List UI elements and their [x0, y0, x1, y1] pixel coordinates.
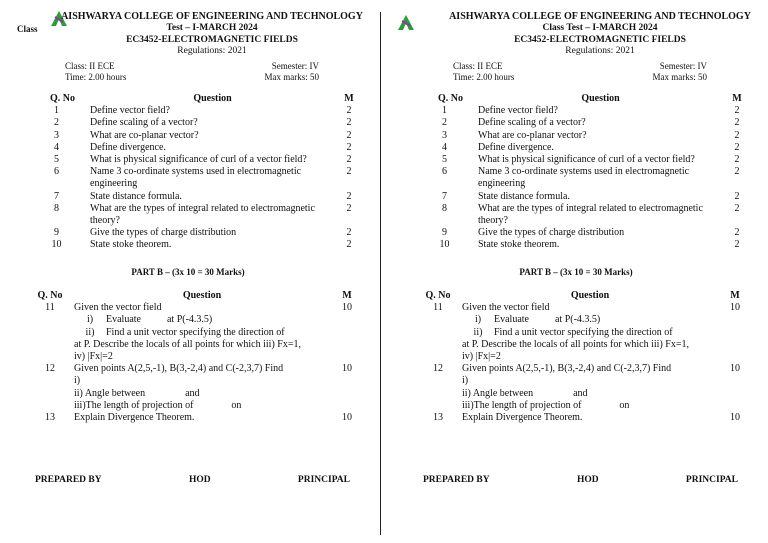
- table-row: 2 Define scaling of a vector? 2: [54, 117, 352, 129]
- col-question: Question: [581, 93, 620, 104]
- col-marks: M: [344, 93, 354, 104]
- test-title: Test – I-MARCH 2024: [166, 23, 258, 34]
- regulations: Regulations: 2021: [565, 46, 635, 57]
- part-a-table: [428, 93, 746, 251]
- hod: HOD: [188, 475, 211, 485]
- part-b-title: PART B – (3x 10 = 30 Marks): [519, 267, 633, 277]
- class-info: Class: II ECE: [453, 61, 503, 71]
- paper-heading: [444, 11, 756, 58]
- table-row: 5 What is physical significance of curl of a vector field? 2: [442, 153, 740, 165]
- table-row: 12 Given points A(2,5,-1), B(3,-2,4) and C(-2,3,7) Find i) ii) Angle between and iii)The length of projection of on 10: [45, 363, 352, 411]
- table-row: 3 What are co-planar vector? 2: [54, 129, 352, 141]
- prepared-by: PREPARED BY: [423, 475, 490, 485]
- college-logo-icon: [395, 13, 417, 33]
- table-row: 8 What are the types of integral related to electromagnetic theory? 2: [54, 202, 352, 226]
- table-row: 4 Define divergence. 2: [442, 141, 740, 153]
- table-row: 3 What are co-planar vector? 2: [442, 129, 740, 141]
- col-qno: Q. No: [438, 93, 463, 104]
- table-row: 12 Given points A(2,5,-1), B(3,-2,4) and C(-2,3,7) Find i) ii) Angle between and iii)The length of projection of on 10: [433, 363, 740, 411]
- table-row: 11 Given the vector field i) Evaluate at P(-4.3.5) ii) Find a unit vector specifying the direction of at P. Describe the locals of all points for which iii) Fx=1, iv) |Fx|=2 10: [433, 302, 740, 362]
- table-row: 11 Given the vector field i) Evaluate at P(-4.3.5) ii) Find a unit vector specifying the direction of at P. Describe the locals of all points for which iii) Fx=1, iv) |Fx|=2 10: [45, 302, 352, 362]
- part-b-table: [30, 290, 360, 424]
- table-row: 8 What are the types of integral related to electromagnetic theory? 2: [442, 202, 740, 226]
- semester: Semester: IV: [271, 61, 319, 71]
- col-qno: Q. No: [50, 93, 75, 104]
- prepared-by: PREPARED BY: [35, 475, 102, 485]
- college-name: AISHWARYA COLLEGE OF ENGINEERING AND TECHNOLOGY: [449, 11, 751, 22]
- exam-meta: [65, 61, 319, 83]
- part-b-table: [418, 290, 748, 424]
- table-row: 7 State distance formula. 2: [54, 190, 352, 202]
- col-question: Question: [182, 290, 222, 301]
- table-row: 5 What is physical significance of curl of a vector field? 2: [54, 153, 352, 165]
- col-question: Question: [193, 93, 232, 104]
- table-row: 10 State stoke theorem. 2: [439, 239, 740, 251]
- signature-row: [35, 475, 350, 487]
- col-marks: M: [732, 93, 742, 104]
- class-label: Class: [17, 24, 38, 34]
- table-row: 13 Explain Divergence Theorem. 10: [45, 411, 352, 423]
- table-row: 10 State stoke theorem. 2: [51, 239, 352, 251]
- max-marks: Max marks: 50: [652, 71, 707, 82]
- semester: Semester: IV: [659, 61, 707, 71]
- col-qno: Q. No: [425, 290, 451, 301]
- class-info: Class: II ECE: [65, 61, 115, 71]
- left-question-paper: [0, 0, 376, 543]
- time: Time: 2.00 hours: [453, 71, 515, 82]
- max-marks: Max marks: 50: [264, 71, 319, 82]
- col-qno: Q. No: [37, 290, 63, 301]
- table-row: 4 Define divergence. 2: [54, 141, 352, 153]
- table-row: 9 Give the types of charge distribution 2: [442, 227, 740, 239]
- col-question: Question: [570, 290, 610, 301]
- paper-heading: [56, 11, 368, 58]
- col-marks: M: [342, 290, 352, 301]
- col-marks: M: [730, 290, 740, 301]
- table-row: 6 Name 3 co-ordinate systems used in electromagnetic engineering 2: [54, 166, 352, 190]
- test-title: Class Test – I-MARCH 2024: [542, 23, 658, 34]
- hod: HOD: [576, 475, 599, 485]
- table-row: 6 Name 3 co-ordinate systems used in electromagnetic engineering 2: [442, 166, 740, 190]
- table-row: 2 Define scaling of a vector? 2: [442, 117, 740, 129]
- table-row: 1 Define vector field? 2: [54, 105, 352, 117]
- part-a-table: [40, 93, 358, 251]
- subject-title: EC3452-ELECTROMAGNETIC FIELDS: [126, 34, 298, 45]
- signature-row: [423, 475, 738, 487]
- part-b-title: PART B – (3x 10 = 30 Marks): [131, 267, 245, 277]
- table-row: 7 State distance formula. 2: [442, 190, 740, 202]
- college-name: AISHWARYA COLLEGE OF ENGINEERING AND TECHNOLOGY: [61, 11, 363, 22]
- table-row: 1 Define vector field? 2: [442, 105, 740, 117]
- subject-title: EC3452-ELECTROMAGNETIC FIELDS: [514, 34, 686, 45]
- principal: PRINCIPAL: [297, 475, 350, 485]
- table-row: 9 Give the types of charge distribution 2: [54, 227, 352, 239]
- right-question-paper: [388, 0, 764, 543]
- time: Time: 2.00 hours: [65, 71, 127, 82]
- page-divider: [380, 12, 381, 535]
- principal: PRINCIPAL: [685, 475, 738, 485]
- table-row: 13 Explain Divergence Theorem. 10: [433, 411, 740, 423]
- exam-meta: [453, 61, 707, 83]
- regulations: Regulations: 2021: [177, 46, 247, 57]
